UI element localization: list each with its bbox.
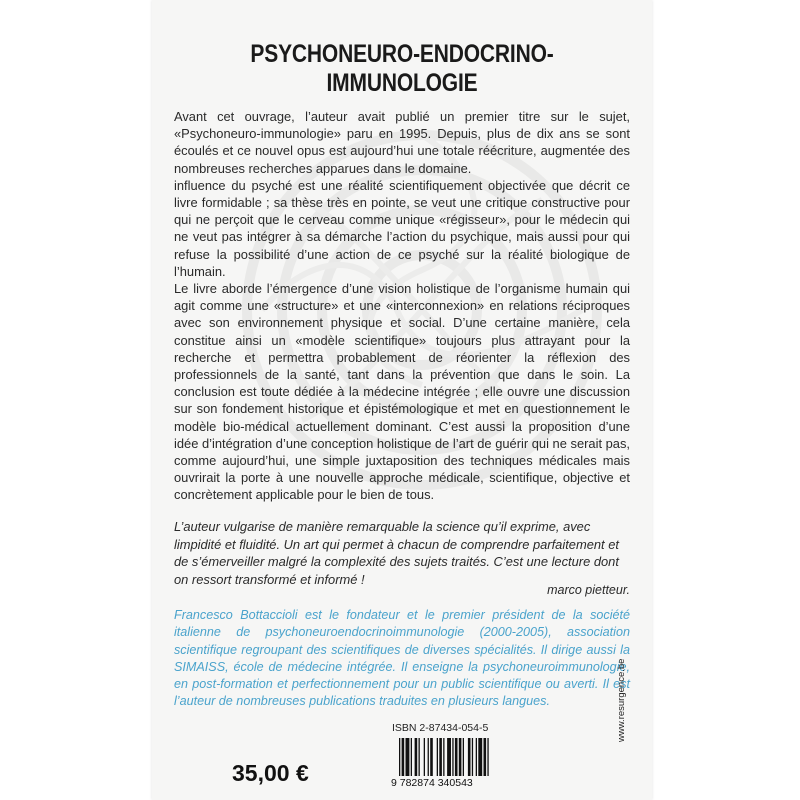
author-bio: Francesco Bottaccioli est le fondateur et le premier président de la société italienne de psychoneuroendocrinoimmunologie (2000-2005), association scientifique regroupant des scientifiques de diverses spécialités. Il dirige aussi la SIMAISS, école de médecine intégrée. Il enseigne la psychoneuroimmunologie, en post-formation et perfectionnement pour un public scientifique ou averti. Il est l’auteur de nombreuses publications traduites en plusieurs langues. [174,608,630,709]
barcode [385,738,545,788]
price-label: 35,00 € [232,760,309,786]
book-title: PSYCHONEURO-ENDOCRINO-IMMUNOLOGIE [250,40,554,97]
description-paragraph: Avant cet ouvrage, l’auteur avait publié un premier titre sur le sujet, «Psychoneuro-immunologie» paru en 1995. Depuis, plus de dix ans se sont écoulés et ce nouvel opus est aujourd’hui une totale réécriture, augmentée des nombreuses recherches apparues dans le domaine. [174,109,630,176]
publisher-website: www.resurgence.be [616,658,627,742]
quote-author: marco pietteur. [547,583,630,597]
book-description [174,108,630,504]
barcode-number: 9 782874 340543 [391,777,473,788]
isbn-label: ISBN 2-87434-054-5 [392,722,489,734]
description-paragraph: influence du psyché est une réalité scientifiquement objectivée que décrit ce livre formidable ; sa thèse très en pointe, se veut une critique constructive pour qui ne perçoit que le cerveau comme unique «régisseur», pour le médecin qui ne veut pas intégrer à sa démarche l’action du psychique, mais aussi pour qui refuse la possibilité d’une action de ce psyché sur la réalité biologique de l’humain. [174,177,630,279]
book-back-cover [152,0,652,800]
review-quote: L’auteur vulgarise de manière remarquable la science qu’il exprime, avec limpidité et fluidité. Un art qui permet à chacun de comprendre parfaitement et de s’émerveiller malgré la complexité des sujets traités. C’est une lecture dont on ressort transformé et informé ! [174,519,619,587]
description-paragraph: Le livre aborde l’émergence d’une vision holistique de l’organisme humain qui agit comme une «structure» et une «interconnexion» en relations réciproques avec son environnement physique et social. D’une certaine manière, cela constitue ainsi un «modèle scientifique» toujours plus attrayant pour la recherche et permettra probablement de réorienter la réflexion des professionnels de la santé, tant dans la prévention que dans le soin. La conclusion est toute dédiée à la médecine intégrée ; elle ouvre une discussion sur son fondement historique et épistémologique et met en questionnement le modèle bio-médical actuellement dominant. C’est aussi la proposition d’une idée d’intégration d’une conception holistique de l’art de guérir qui ne serait pas, comme aujourd’hui, une simple juxtaposition des techniques médicales mais ouvrirait la porte à une nouvelle approche médicale, scientifique, objective et concrètement applicable pour le bien de tous. [174,281,630,503]
